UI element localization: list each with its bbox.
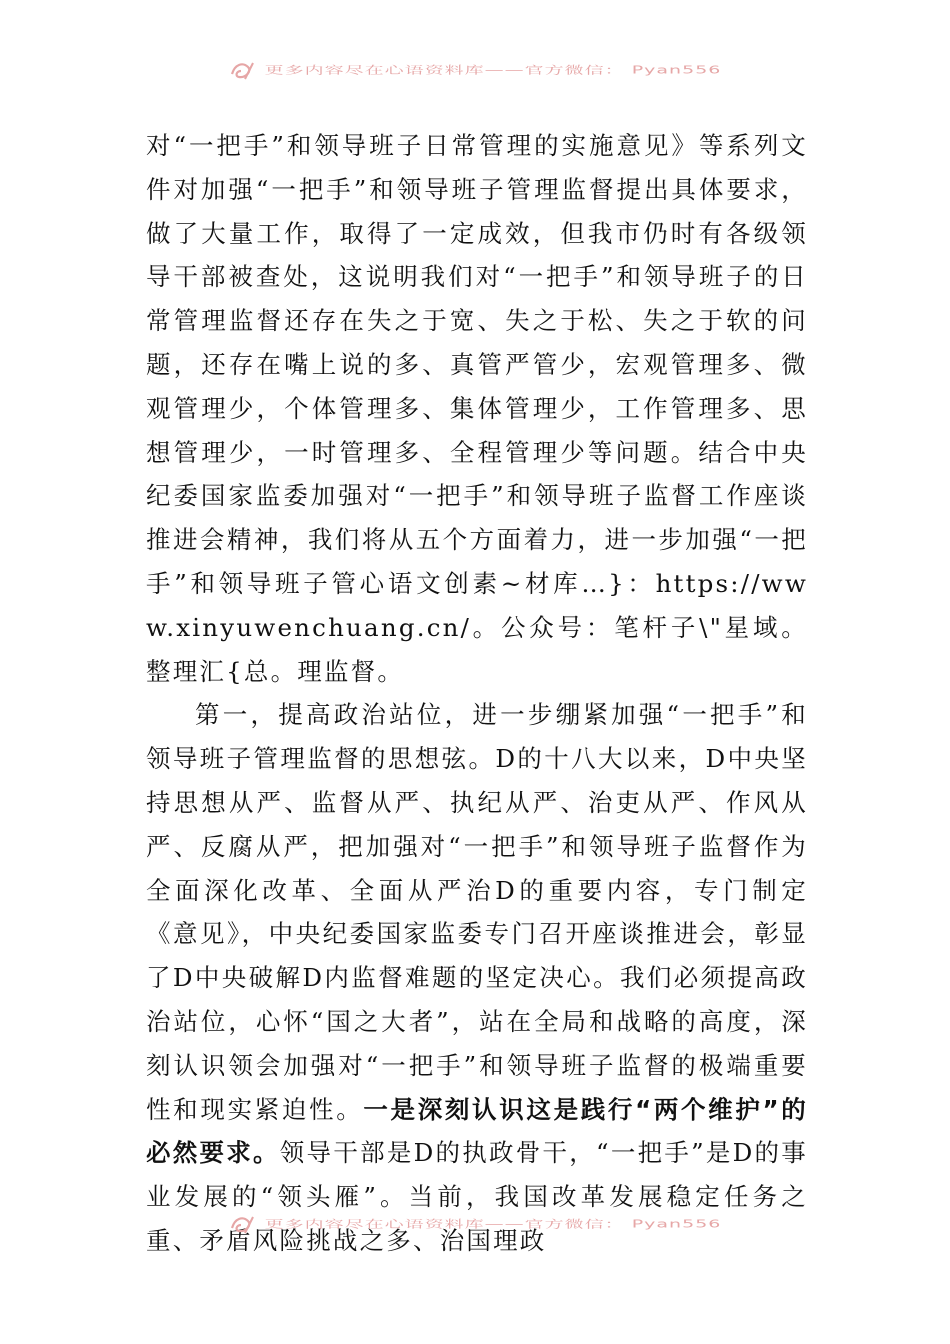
header-watermark (0, 54, 950, 84)
body-paragraph-1: 对“一把手”和领导班子日常管理的实施意见》等系列文件对加强“一把手”和领导班子管理监督提出具体要求，做了大量工作，取得了一定成效，但我市仍时有各级领导干部被查处，这说明我们对“一把手”和领导班子的日常管理监督还存在失之于宽、失之于松、失之于软的问题，还存在嘴上说的多、真管严管少，宏观管理多、微观管理少，个体管理多、集体管理少，工作管理多、思想管理少，一时管理多、全程管理少等问题。结合中央纪委国家监委加强对“一把手”和领导班子监督工作座谈推进会精神，我们将从五个方面着力，进一步加强“一把手”和领导班子管心语文创素~材库…}：https://www.xinyuwenchuang.cn/。公众号：笔杆子\"星域。整理汇{总。理监督。 (146, 131, 808, 686)
body-paragraph-2 (146, 693, 808, 1262)
watermark-text: 更多内容尽在心语资料库——官方微信： Pyan556 (264, 1217, 722, 1230)
document-body (146, 124, 808, 1263)
footer-watermark (0, 1208, 950, 1238)
bold-key-point: 一是深刻认识这是践行“两个维护”的必然要求。 (146, 1094, 808, 1168)
pen-swirl-icon (229, 1213, 255, 1235)
watermark-text: 更多内容尽在心语资料库——官方微信： Pyan556 (264, 63, 722, 76)
pen-swirl-icon (229, 59, 255, 81)
paragraph-2-text-start: 第一，提高政治站位，进一步绷紧加强“一把手”和领导班子管理监督的思想弦。D的十八大以来，D中央坚持思想从严、监督从严、执纪从严、治吏从严、作风从严、反腐从严，把加强对“一把手”和领导班子监督作为全面深化改革、全面从严治D的重要内容，专门制定《意见》，中央纪委国家监委专门召开座谈推进会，彰显了D中央破解D内监督难题的坚定决心。我们必须提高政治站位，心怀“国之大者”，站在全局和战略的高度，深刻认识领会加强对“一把手”和领导班子监督的极端重要性和现实紧迫性。 (146, 700, 808, 1124)
paragraph-2-text-end: 领导干部是D的执政骨干，“一把手”是D的事业发展的“领头雁”。当前，我国改革发展稳定任务之重、矛盾风险挑战之多、治国理政 (146, 1138, 808, 1255)
